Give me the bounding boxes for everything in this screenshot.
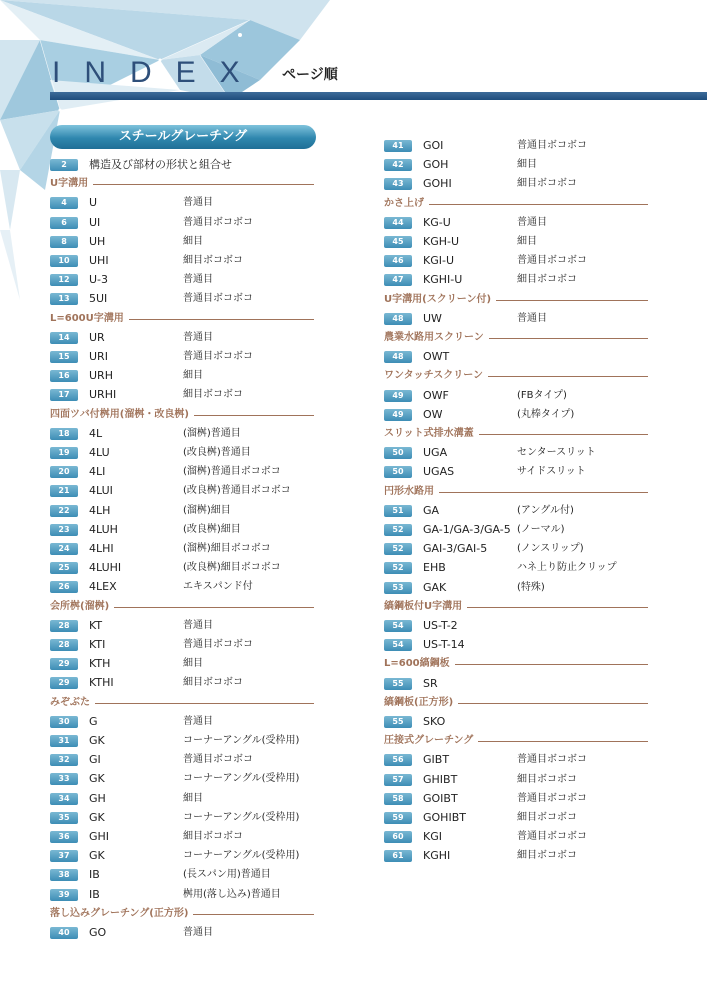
index-entry[interactable] (50, 888, 316, 902)
page-number-badge: 29 (50, 677, 78, 689)
page-number-badge: 49 (384, 409, 412, 421)
index-entry[interactable] (50, 734, 316, 748)
index-entry[interactable] (384, 312, 650, 326)
index-entry[interactable] (384, 811, 650, 825)
product-description: (アングル付) (517, 504, 574, 516)
product-code: URI (89, 350, 108, 363)
page-number-badge: 54 (384, 620, 412, 632)
category-heading (384, 293, 650, 307)
product-description: コーナーアングル(受枠用) (183, 735, 300, 746)
page-number-badge: 14 (50, 332, 78, 344)
index-entry[interactable] (50, 811, 316, 825)
page-number-badge: 45 (384, 236, 412, 248)
product-description: (改良桝)細目 (183, 523, 241, 535)
product-description: 細目ボコボコ (517, 850, 577, 862)
product-code: GH (89, 791, 106, 805)
product-description: コーナーアングル(受枠用) (183, 811, 300, 823)
category-heading (50, 312, 316, 326)
product-code: GK (89, 772, 105, 786)
index-entry[interactable] (384, 158, 650, 172)
product-code: 4LUHI (89, 561, 122, 575)
page-number-badge: 46 (384, 255, 412, 267)
page-number-badge: 48 (384, 351, 412, 363)
index-entry[interactable] (50, 926, 316, 940)
product-description: (FBタイプ) (517, 389, 567, 401)
page-number-badge: 13 (50, 293, 78, 305)
product-code: UR (89, 330, 105, 344)
page-number-badge: 26 (50, 581, 78, 593)
product-code: GOHI (423, 177, 452, 191)
product-code: 5UI (89, 292, 108, 306)
page-number-badge: 40 (50, 927, 78, 939)
index-entry[interactable] (50, 772, 316, 786)
product-code: KGH-U (423, 235, 460, 248)
category-label: 縞鋼板付U字溝用 (384, 600, 467, 614)
product-code: KTHI (89, 676, 114, 690)
category-label: 落し込みグレーチング(正方形) (50, 907, 193, 921)
product-code: EHB (423, 561, 446, 575)
product-code: KG-U (423, 215, 451, 229)
category-label: U字溝用(スクリーン付) (384, 293, 496, 307)
page-number-badge: 33 (50, 773, 78, 785)
index-entry[interactable] (50, 561, 316, 575)
page-number-badge: 32 (50, 754, 78, 766)
category-label: みぞぶた (50, 696, 95, 710)
product-description: 普通目ボコボコ (517, 255, 587, 267)
product-code: GA (423, 503, 440, 517)
product-description: (溜桝)普通目 (183, 427, 241, 439)
product-description: (ノーマル) (517, 524, 565, 535)
page-number-badge: 8 (50, 236, 78, 248)
product-description: コーナーアングル(受枠用) (183, 850, 300, 862)
product-description: 細目ボコボコ (517, 773, 577, 785)
page-number-badge: 6 (50, 217, 78, 229)
product-description: (ノンスリップ) (517, 543, 584, 555)
page-number-badge: 36 (50, 831, 78, 843)
product-description: 普通目 (183, 619, 213, 631)
page-number-badge: 61 (384, 850, 412, 862)
product-code: 4LUH (89, 522, 118, 536)
category-heading (50, 907, 316, 921)
index-entry[interactable] (384, 446, 650, 460)
category-label: ワンタッチスクリーン (384, 369, 488, 383)
product-description: 普通目 (183, 715, 213, 727)
index-entry[interactable] (384, 216, 650, 230)
category-heading (384, 331, 650, 345)
page-number-badge: 22 (50, 505, 78, 517)
index-entry[interactable] (384, 677, 650, 691)
index-entry[interactable] (50, 753, 316, 767)
product-code: UHI (89, 254, 109, 267)
page-number-badge: 38 (50, 869, 78, 881)
product-code: 4LHI (89, 542, 114, 555)
product-code: KGHI (423, 849, 451, 863)
product-code: 4LUI (89, 484, 113, 498)
product-code: GK (89, 849, 105, 863)
product-description: 細目 (517, 159, 537, 171)
page-number-badge: 43 (384, 178, 412, 190)
index-entry[interactable] (384, 773, 650, 787)
index-entry[interactable] (50, 580, 316, 594)
product-description: コーナーアングル(受枠用) (183, 773, 300, 785)
category-label: 縞鋼板(正方形) (384, 696, 458, 710)
product-description: 普通目ボコボコ (517, 140, 587, 151)
page-number-badge: 42 (384, 159, 412, 171)
category-heading (384, 734, 650, 748)
product-code: UI (89, 215, 101, 229)
page-number-badge: 34 (50, 793, 78, 805)
product-code: IB (89, 887, 100, 901)
index-entry[interactable] (384, 792, 650, 806)
index-entry[interactable] (384, 830, 650, 844)
index-entry[interactable] (50, 523, 316, 537)
page-number-badge: 4 (50, 197, 78, 209)
index-entry[interactable] (50, 868, 316, 882)
product-description: (改良桝)普通目 (183, 447, 251, 458)
index-entry[interactable] (50, 196, 316, 210)
index-entry[interactable] (50, 350, 316, 364)
page-number-badge: 28 (50, 620, 78, 632)
product-description: 普通目 (183, 197, 213, 209)
page-number-badge: 50 (384, 466, 412, 478)
product-description: ハネ上り防止クリップ (517, 562, 617, 574)
page-number-badge: 24 (50, 543, 78, 555)
page-number-badge: 10 (50, 255, 78, 267)
index-entry[interactable] (50, 619, 316, 633)
page-number-badge: 23 (50, 524, 78, 536)
product-code: GK (89, 734, 105, 747)
product-code: G (89, 714, 98, 728)
page-number-badge: 39 (50, 889, 78, 901)
index-entry[interactable] (384, 408, 650, 422)
category-label: スリット式排水溝蓋 (384, 427, 479, 441)
category-label: U字溝用 (50, 177, 93, 191)
index-entry[interactable] (384, 619, 650, 633)
page-number-badge: 15 (50, 351, 78, 363)
page-number-badge: 12 (50, 274, 78, 286)
product-description: 普通目ボコボコ (183, 216, 253, 228)
product-code: KTI (89, 638, 106, 651)
product-code: GOI (423, 139, 444, 152)
page-number-badge: 28 (50, 639, 78, 651)
category-heading (384, 427, 650, 441)
product-description: 細目 (517, 236, 537, 247)
page-number-badge: 2 (50, 159, 78, 171)
index-entry[interactable] (50, 292, 316, 306)
product-code: UW (423, 311, 442, 325)
page-number-badge: 52 (384, 524, 412, 536)
product-code: GOHIBT (423, 811, 466, 824)
index-entry[interactable] (50, 715, 316, 729)
product-code: KGI-U (423, 254, 455, 268)
category-label: L=600縞鋼板 (384, 657, 455, 671)
index-entry[interactable] (384, 638, 650, 652)
page-number-badge: 47 (384, 274, 412, 286)
title-underline-bar (50, 92, 707, 100)
product-code: GIBT (423, 753, 450, 767)
product-code: KTH (89, 657, 111, 671)
product-code: US-T-14 (423, 638, 465, 652)
category-heading (50, 177, 316, 191)
product-description: 細目ボコボコ (517, 274, 577, 286)
product-description: 細目 (183, 792, 203, 804)
index-entry[interactable] (384, 849, 650, 863)
index-entry[interactable] (384, 177, 650, 191)
page-number-badge: 31 (50, 735, 78, 747)
index-entry[interactable] (50, 465, 316, 479)
product-code: GA-1/GA-3/GA-5 (423, 523, 511, 536)
page-number-badge: 35 (50, 812, 78, 824)
index-entry[interactable] (50, 388, 316, 402)
category-label: 四面ツバ付桝用(溜桝・改良桝) (50, 408, 194, 422)
page-number-badge: 50 (384, 447, 412, 459)
index-entry[interactable] (50, 638, 316, 652)
product-code: KGHI-U (423, 273, 463, 287)
index-entry[interactable] (50, 484, 316, 498)
product-code: U-3 (89, 273, 109, 287)
index-entry[interactable] (50, 446, 316, 460)
category-label: 円形水路用 (384, 485, 439, 499)
product-code: URHI (89, 388, 117, 402)
product-code: UGA (423, 446, 448, 460)
page-number-badge: 55 (384, 678, 412, 690)
page-number-badge: 51 (384, 505, 412, 517)
page-number-badge: 55 (384, 716, 412, 728)
product-code: GOIBT (423, 791, 458, 805)
category-label: 圧接式グレーチング (384, 734, 478, 748)
product-code: GOH (423, 158, 449, 172)
index-entry[interactable] (50, 830, 316, 844)
product-description: 細目ボコボコ (517, 178, 577, 190)
page-number-badge: 57 (384, 774, 412, 786)
product-description: 細目ボコボコ (183, 389, 243, 401)
product-code: KGI (423, 830, 442, 844)
product-code: GK (89, 810, 105, 824)
product-code: US-T-2 (423, 619, 458, 632)
index-entry[interactable] (50, 273, 316, 287)
page-number-badge: 18 (50, 428, 78, 440)
product-code: KT (89, 618, 103, 632)
index-entry[interactable] (50, 542, 316, 556)
page-number-badge: 19 (50, 447, 78, 459)
page-number-badge: 44 (384, 217, 412, 229)
page-number-badge: 16 (50, 370, 78, 382)
page-number-badge: 52 (384, 562, 412, 574)
product-description: 細目 (183, 370, 203, 382)
index-subtitle: ページ順 (282, 67, 338, 83)
product-description: (長スパン用)普通目 (183, 869, 271, 881)
page-header (0, 0, 707, 110)
product-description: 細目ボコボコ (183, 677, 243, 689)
product-code: GAK (423, 580, 447, 594)
index-entry[interactable] (50, 427, 316, 441)
product-description: 普通目 (517, 312, 547, 324)
product-code: 4LH (89, 503, 111, 517)
index-title: INDEX (52, 56, 264, 89)
product-description: (溜桝)普通目ボコボコ (183, 466, 281, 478)
index-entry[interactable] (50, 216, 316, 230)
product-code: GO (89, 926, 107, 939)
product-description: 細目 (183, 658, 203, 670)
product-description: 普通目 (183, 274, 213, 286)
product-code: URH (89, 369, 113, 383)
product-description: 普通目 (517, 216, 547, 228)
index-entry[interactable] (50, 849, 316, 863)
index-entry[interactable] (384, 542, 650, 556)
product-description: 普通目ボコボコ (183, 293, 253, 305)
product-code: SR (423, 676, 438, 690)
product-code: GHI (89, 830, 110, 843)
product-code: 構造及び部材の形状と組合せ (89, 158, 232, 171)
category-heading (384, 696, 650, 710)
index-entry[interactable] (384, 715, 650, 729)
index-entry[interactable] (50, 369, 316, 383)
product-description: (改良桝)普通目ボコボコ (183, 485, 291, 497)
page-number-badge: 29 (50, 658, 78, 670)
product-code: GI (89, 753, 101, 767)
index-entry[interactable] (384, 504, 650, 518)
product-code: 4LU (89, 446, 110, 459)
product-description: 普通目ボコボコ (183, 754, 253, 766)
index-entry[interactable] (50, 657, 316, 671)
product-description: 細目ボコボコ (183, 255, 243, 266)
page-number-badge: 60 (384, 831, 412, 843)
page-number-badge: 41 (384, 140, 412, 152)
product-description: 普通目ボコボコ (517, 754, 587, 766)
index-entry[interactable] (50, 158, 316, 172)
product-code: GAI-3/GAI-5 (423, 542, 488, 556)
product-description: センタースリット (517, 447, 596, 459)
product-description: 普通目ボコボコ (183, 351, 253, 362)
index-entry[interactable] (384, 273, 650, 287)
page-number-badge: 53 (384, 582, 412, 594)
product-description: (特殊) (517, 581, 545, 593)
product-code: UH (89, 234, 106, 248)
page-number-badge: 58 (384, 793, 412, 805)
page-number-badge: 17 (50, 389, 78, 401)
index-entry[interactable] (50, 331, 316, 345)
page-number-badge: 52 (384, 543, 412, 555)
product-code: SKO (423, 715, 446, 728)
product-description: エキスパンド付 (183, 581, 253, 593)
product-description: 普通目ボコボコ (183, 639, 253, 650)
product-description: 細目 (183, 235, 203, 247)
category-heading (50, 696, 316, 710)
product-code: 4LEX (89, 580, 117, 594)
index-entry[interactable] (384, 235, 650, 249)
page-number-badge: 30 (50, 716, 78, 728)
product-description: (改良桝)細目ボコボコ (183, 562, 281, 574)
product-code: OW (423, 407, 443, 421)
product-description: サイドスリット (517, 466, 586, 478)
page-number-badge: 25 (50, 562, 78, 574)
category-label: L=600U字溝用 (50, 312, 129, 326)
index-entry[interactable] (384, 465, 650, 479)
index-entry[interactable] (384, 753, 650, 767)
page-number-badge: 48 (384, 313, 412, 325)
index-entry[interactable] (50, 254, 316, 268)
product-description: 普通目ボコボコ (517, 831, 587, 843)
category-heading (384, 657, 650, 671)
product-code: U (89, 196, 98, 210)
page-number-badge: 54 (384, 639, 412, 651)
product-code: UGAS (423, 465, 455, 479)
product-code: 4L (89, 426, 103, 440)
index-entry[interactable] (384, 581, 650, 595)
category-heading (50, 408, 316, 422)
page-number-badge: 56 (384, 754, 412, 766)
index-entry[interactable] (50, 235, 316, 249)
product-description: (丸棒タイプ) (517, 408, 575, 420)
product-description: 桝用(落し込み)普通目 (183, 888, 281, 900)
index-entry[interactable] (384, 254, 650, 268)
product-description: 細目ボコボコ (183, 831, 243, 842)
product-code: OWF (423, 388, 449, 402)
product-description: 普通目 (183, 331, 213, 343)
product-description: 細目ボコボコ (517, 812, 577, 823)
product-code: 4LI (89, 465, 106, 479)
index-entry[interactable] (384, 350, 650, 364)
section-banner: スチールグレーチング (50, 125, 316, 149)
category-heading (384, 197, 650, 211)
product-code: IB (89, 868, 100, 882)
index-entry[interactable] (50, 792, 316, 806)
page-number-badge: 59 (384, 812, 412, 824)
category-heading (384, 485, 650, 499)
product-description: 普通目ボコボコ (517, 792, 587, 804)
product-description: 普通目 (183, 927, 213, 938)
product-code: OWT (423, 350, 450, 364)
product-description: (溜桝)細目 (183, 504, 231, 516)
page-number-badge: 37 (50, 850, 78, 862)
category-label: かさ上げ (384, 197, 429, 211)
index-entry[interactable] (384, 139, 650, 153)
category-label: 会所桝(溜桝) (50, 600, 114, 614)
page-number-badge: 20 (50, 466, 78, 478)
category-label: 農業水路用スクリーン (384, 331, 489, 345)
category-heading (384, 600, 650, 614)
index-entry[interactable] (384, 523, 650, 537)
index-entry[interactable] (50, 676, 316, 690)
index-entry[interactable] (384, 389, 650, 403)
page-number-badge: 49 (384, 390, 412, 402)
index-entry[interactable] (50, 504, 316, 518)
category-heading (384, 369, 650, 383)
product-code: GHIBT (423, 772, 458, 786)
category-heading (50, 600, 316, 614)
index-entry[interactable] (384, 561, 650, 575)
product-description: (溜桝)細目ボコボコ (183, 543, 271, 554)
page-number-badge: 21 (50, 485, 78, 497)
